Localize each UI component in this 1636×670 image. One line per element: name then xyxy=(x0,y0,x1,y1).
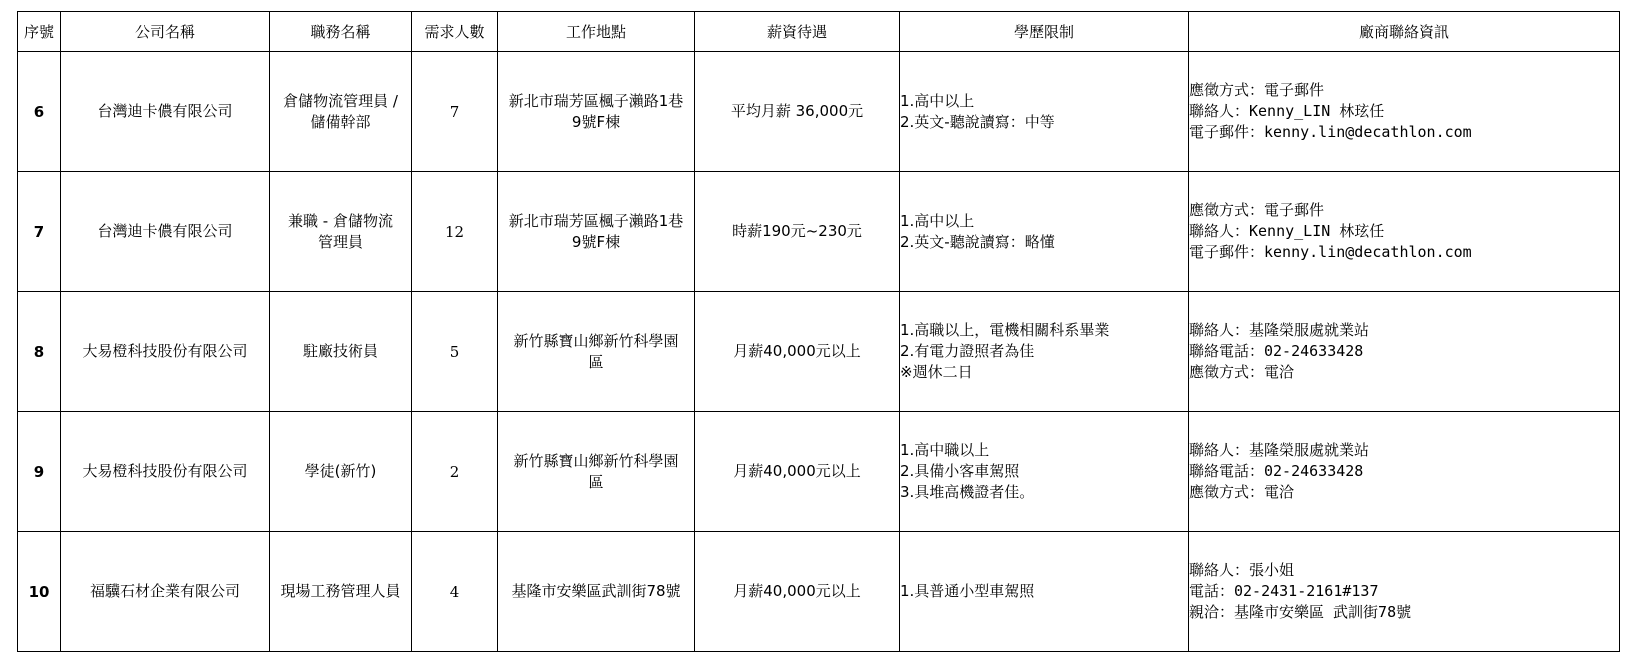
work-location xyxy=(498,172,695,292)
table-row xyxy=(18,52,1620,172)
contact-info-line: 聯絡人：基隆榮服處就業站 xyxy=(1189,321,1370,339)
work-location xyxy=(498,52,695,172)
position-title xyxy=(270,532,412,652)
company-name: 大易橙科技股份有限公司 xyxy=(61,292,270,412)
headcount: 5 xyxy=(412,292,498,412)
salary: 時薪190元~230元 xyxy=(695,172,900,292)
education-requirements-line: 2.英文-聽說讀寫：略懂 xyxy=(900,232,1055,251)
contact-info-line: 電話：02-2431-2161#137 xyxy=(1189,582,1379,600)
position-title xyxy=(270,52,412,172)
salary: 月薪40,000元以上 xyxy=(695,292,900,412)
work-location xyxy=(498,292,695,412)
table-row xyxy=(18,172,1620,292)
contact-info-line: 應徵方式：電洽 xyxy=(1189,483,1295,501)
contact-info-line: 電子郵件：kenny.lin@decathlon.com xyxy=(1189,243,1472,261)
education-requirements-line: 3.具堆高機證者佳。 xyxy=(900,483,1035,501)
contact-info-line: 聯絡人：Kenny_LIN 林玹任 xyxy=(1189,102,1385,120)
education-requirements xyxy=(900,292,1189,412)
work-location-line: 區 xyxy=(588,352,604,371)
work-location-line: 9號F棟 xyxy=(571,112,621,131)
row-index: 10 xyxy=(18,532,61,652)
table-row xyxy=(18,412,1620,532)
position-title-line: 儲備幹部 xyxy=(310,112,371,131)
education-requirements xyxy=(900,532,1189,652)
education-requirements-line: 2.英文-聽說讀寫：中等 xyxy=(900,112,1055,131)
work-location-line: 新北市瑞芳區楓子瀨路1巷 xyxy=(508,211,684,230)
work-location-line: 區 xyxy=(588,472,604,491)
education-requirements-line: 1.高中職以上 xyxy=(900,441,990,459)
contact-info xyxy=(1189,172,1620,292)
work-location-line: 基隆市安樂區武訓街78號 xyxy=(511,582,681,600)
contact-info-line: 聯絡人：張小姐 xyxy=(1189,561,1295,579)
header-row xyxy=(18,12,1620,52)
salary: 平均月薪 36,000元 xyxy=(695,52,900,172)
header-contact: 廠商聯絡資訊 xyxy=(1189,12,1620,52)
education-requirements-line: 1.高中以上 xyxy=(900,211,975,230)
row-index: 8 xyxy=(18,292,61,412)
headcount: 4 xyxy=(412,532,498,652)
header-count: 需求人數 xyxy=(412,12,498,52)
position-title xyxy=(270,292,412,412)
work-location-line: 新北市瑞芳區楓子瀨路1巷 xyxy=(508,91,684,110)
table-row xyxy=(18,532,1620,652)
contact-info-line: 聯絡人：Kenny_LIN 林玹任 xyxy=(1189,222,1385,240)
headcount: 7 xyxy=(412,52,498,172)
position-title-line: 現場工務管理人員 xyxy=(280,582,401,600)
education-requirements-line: 1.具普通小型車駕照 xyxy=(900,582,1035,600)
salary: 月薪40,000元以上 xyxy=(695,412,900,532)
table-row xyxy=(18,292,1620,412)
education-requirements-line: 1.高職以上，電機相關科系畢業 xyxy=(900,321,1110,339)
education-requirements xyxy=(900,412,1189,532)
contact-info-line: 聯絡電話：02-24633428 xyxy=(1189,462,1364,480)
contact-info xyxy=(1189,412,1620,532)
position-title xyxy=(270,172,412,292)
education-requirements-line: 1.高中以上 xyxy=(900,91,975,110)
work-location xyxy=(498,532,695,652)
header-education: 學歷限制 xyxy=(900,12,1189,52)
contact-info-line: 應徵方式：電洽 xyxy=(1189,363,1295,381)
header-index: 序號 xyxy=(18,12,61,52)
position-title xyxy=(270,412,412,532)
header-company: 公司名稱 xyxy=(61,12,270,52)
work-location-line: 新竹縣寶山鄉新竹科學園 xyxy=(513,451,679,470)
salary: 月薪40,000元以上 xyxy=(695,532,900,652)
contact-info-line: 聯絡人：基隆榮服處就業站 xyxy=(1189,441,1370,459)
company-name: 福驥石材企業有限公司 xyxy=(61,532,270,652)
row-index: 7 xyxy=(18,172,61,292)
header-location: 工作地點 xyxy=(498,12,695,52)
contact-info-line: 應徵方式：電子郵件 xyxy=(1189,81,1325,99)
position-title-line: 駐廠技術員 xyxy=(302,342,378,360)
company-name: 台灣迪卡儂有限公司 xyxy=(61,52,270,172)
contact-info xyxy=(1189,292,1620,412)
position-title-line: 倉儲物流管理員 / xyxy=(283,91,398,110)
contact-info-line: 電子郵件：kenny.lin@decathlon.com xyxy=(1189,123,1472,141)
education-requirements-line: 2.具備小客車駕照 xyxy=(900,462,1020,480)
contact-info xyxy=(1189,52,1620,172)
contact-info xyxy=(1189,532,1620,652)
contact-info-line: 親洽：基隆市安樂區 武訓街78號 xyxy=(1189,603,1412,621)
row-index: 6 xyxy=(18,52,61,172)
education-requirements-line: ※週休二日 xyxy=(900,363,973,381)
position-title-line: 兼職 - 倉儲物流 xyxy=(288,211,393,230)
work-location-line: 9號F棟 xyxy=(571,232,621,251)
header-position: 職務名稱 xyxy=(270,12,412,52)
education-requirements xyxy=(900,52,1189,172)
work-location-line: 新竹縣寶山鄉新竹科學園 xyxy=(513,331,679,350)
row-index: 9 xyxy=(18,412,61,532)
table-body xyxy=(18,52,1620,652)
company-name: 台灣迪卡儂有限公司 xyxy=(61,172,270,292)
education-requirements xyxy=(900,172,1189,292)
position-title-line: 管理員 xyxy=(317,232,363,251)
company-name: 大易橙科技股份有限公司 xyxy=(61,412,270,532)
job-listing-table xyxy=(17,11,1620,652)
header-salary: 薪資待遇 xyxy=(695,12,900,52)
contact-info-line: 應徵方式：電子郵件 xyxy=(1189,201,1325,219)
work-location xyxy=(498,412,695,532)
education-requirements-line: 2.有電力證照者為佳 xyxy=(900,342,1035,360)
headcount: 12 xyxy=(412,172,498,292)
headcount: 2 xyxy=(412,412,498,532)
position-title-line: 學徒(新竹) xyxy=(304,462,377,480)
contact-info-line: 聯絡電話：02-24633428 xyxy=(1189,342,1364,360)
